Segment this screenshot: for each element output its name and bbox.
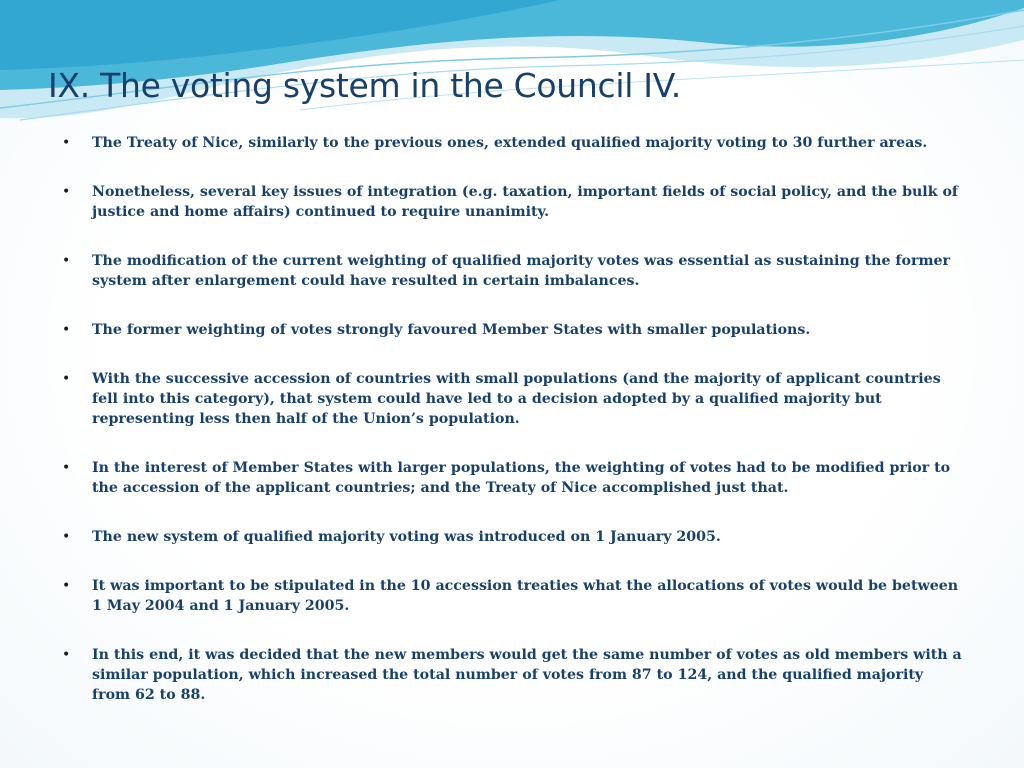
list-item xyxy=(62,645,962,705)
bullet-text: The Treaty of Nice, similarly to the previous ones, extended qualified majority voting to 30 further areas. xyxy=(92,135,928,151)
list-item xyxy=(62,133,962,153)
bullet-dot-icon: • xyxy=(62,322,71,338)
list-item xyxy=(62,251,962,291)
bullet-dot-icon: • xyxy=(62,647,71,663)
bullet-text: With the successive accession of countries with small populations (and the majority of applicant countries fell into this category), that system could have led to a decision adopted by a qualified majority but representing less then half of the Union’s population. xyxy=(92,371,941,427)
bullet-list xyxy=(62,133,962,734)
bullet-text: The former weighting of votes strongly favoured Member States with smaller populations. xyxy=(92,322,811,338)
bullet-text: The new system of qualified majority voting was introduced on 1 January 2005. xyxy=(92,529,721,545)
bullet-dot-icon: • xyxy=(62,135,71,151)
bullet-text: In the interest of Member States with larger populations, the weighting of votes had to be modified prior to the accession of the applicant countries; and the Treaty of Nice accomplished just that. xyxy=(92,460,951,496)
list-item xyxy=(62,458,962,498)
wave-decoration xyxy=(0,0,1024,130)
bullet-dot-icon: • xyxy=(62,529,71,545)
bullet-dot-icon: • xyxy=(62,184,71,200)
list-item xyxy=(62,369,962,429)
list-item xyxy=(62,182,962,222)
slide-title: IX. The voting system in the Council IV. xyxy=(48,66,681,105)
bullet-text: It was important to be stipulated in the 10 accession treaties what the allocations of votes would be between 1 May 2004 and 1 January 2005. xyxy=(92,578,959,614)
list-item xyxy=(62,527,962,547)
bullet-dot-icon: • xyxy=(62,253,71,269)
bullet-dot-icon: • xyxy=(62,371,71,387)
list-item xyxy=(62,320,962,340)
bullet-text: The modification of the current weighting of qualified majority votes was essential as sustaining the former system after enlargement could have resulted in certain imbalances. xyxy=(92,253,950,289)
bullet-text: In this end, it was decided that the new members would get the same number of votes as old members with a similar population, which increased the total number of votes from 87 to 124, and the qualified majority from 62 to 88. xyxy=(92,647,962,703)
bullet-dot-icon: • xyxy=(62,578,71,594)
bullet-dot-icon: • xyxy=(62,460,71,476)
bullet-text: Nonetheless, several key issues of integration (e.g. taxation, important fields of social policy, and the bulk of justice and home affairs) continued to require unanimity. xyxy=(92,184,959,220)
list-item xyxy=(62,576,962,616)
